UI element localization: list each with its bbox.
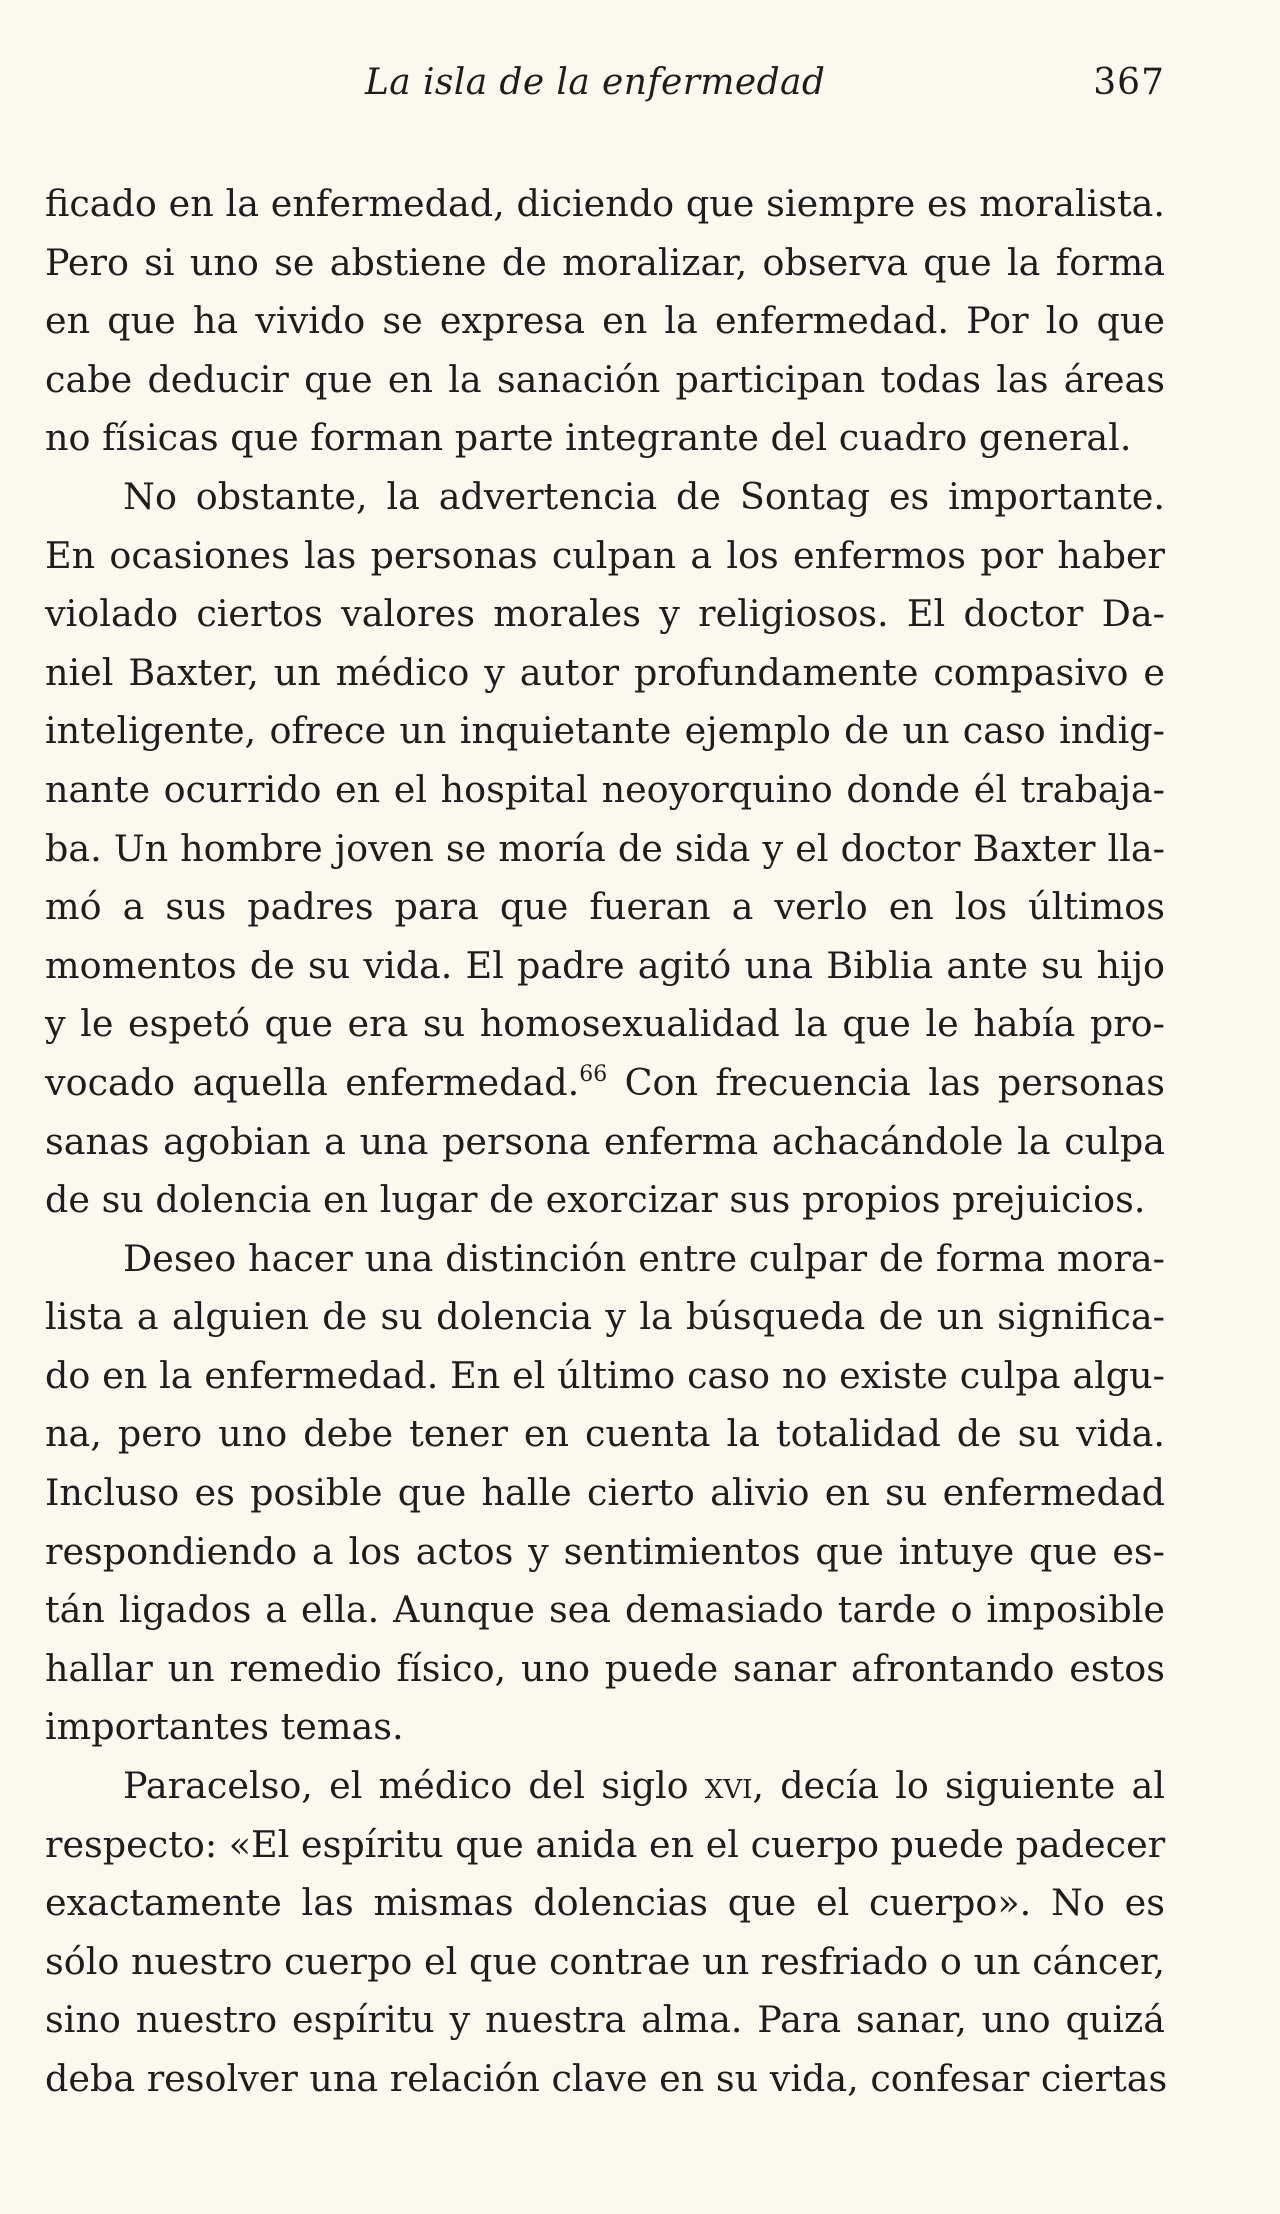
text-line: Deseo hacer una distinción entre culpar de forma mora-: [123, 1236, 1165, 1280]
body-text: [45, 175, 1168, 2109]
text-line: na, pero uno debe tener en cuenta la totalidad de su vida.: [45, 1412, 1165, 1456]
text-line: y le espetó que era su homosexualidad la que le había pro-: [45, 1002, 1165, 1046]
text-line: tán ligados a ella. Aunque sea demasiado tarde o imposible: [45, 1588, 1165, 1632]
page-number: 367: [1093, 62, 1165, 103]
text-line: respecto: «El espíritu que anida en el cuerpo puede padecer: [45, 1822, 1166, 1866]
text-line: lista a alguien de su dolencia y la búsqueda de un significa-: [45, 1295, 1165, 1339]
century-numeral: xvi: [704, 1764, 753, 1808]
text-line: sólo nuestro cuerpo el que contrae un resfriado o un cáncer,: [45, 1939, 1165, 1983]
text-line: sanas agobian a una persona enferma achacándole la culpa: [45, 1119, 1165, 1163]
text-line-with-century: [45, 1757, 1165, 1816]
text-line: Incluso es posible que halle cierto alivio en su enfermedad: [45, 1471, 1165, 1515]
text-fragment: vocado aquella enfermedad.: [45, 1060, 580, 1104]
text-line: En ocasiones las personas culpan a los enfermos por haber: [45, 533, 1165, 577]
text-line: inteligente, ofrece un inquietante ejemplo de un caso indig-: [45, 709, 1165, 753]
text-line: mó a sus padres para que fueran a verlo en los últimos: [45, 885, 1165, 929]
text-line: violado ciertos valores morales y religiosos. El doctor Da-: [45, 592, 1165, 636]
text-line: deba resolver una relación clave en su vida, confesar ciertas: [45, 2057, 1168, 2100]
text-line: exactamente las mismas dolencias que el cuerpo». No es: [45, 1881, 1165, 1925]
text-line: cabe deducir que en la sanación participan todas las áreas: [45, 357, 1165, 401]
running-header: [365, 62, 1165, 112]
text-line: hallar un remedio físico, uno puede sanar afrontando estos: [45, 1646, 1165, 1690]
text-line-with-footnote: [45, 1054, 1165, 1113]
text-line: nante ocurrido en el hospital neoyorquino donde él trabaja-: [45, 767, 1165, 811]
text-line: momentos de su vida. El padre agitó una Biblia ante su hijo: [45, 943, 1165, 987]
text-fragment: Con frecuencia las personas: [607, 1060, 1165, 1104]
text-line: de su dolencia en lugar de exorcizar sus propios prejuicios.: [45, 1178, 1146, 1222]
text-line: do en la enfermedad. En el último caso no existe culpa algu-: [45, 1353, 1165, 1397]
text-line: respondiendo a los actos y sentimientos que intuye que es-: [45, 1529, 1165, 1573]
text-fragment: , decía lo siguiente al: [752, 1764, 1165, 1808]
text-line: ficado en la enfermedad, diciendo que siempre es moralista.: [45, 182, 1165, 225]
text-line: importantes temas.: [45, 1705, 404, 1749]
text-line: No obstante, la advertencia de Sontag es importante.: [123, 474, 1165, 518]
text-line: niel Baxter, un médico y autor profundamente compasivo e: [45, 650, 1165, 694]
text-line: sino nuestro espíritu y nuestra alma. Para sanar, uno quizá: [45, 1998, 1165, 2042]
running-title: La isla de la enfermedad: [365, 62, 826, 103]
footnote-reference: 66: [579, 1061, 608, 1087]
text-fragment: Paracelso, el médico del siglo: [123, 1764, 705, 1808]
text-line: ba. Un hombre joven se moría de sida y el doctor Baxter lla-: [45, 826, 1165, 870]
text-line: no físicas que forman parte integrante del cuadro general.: [45, 416, 1132, 460]
text-line: Pero si uno se abstiene de moralizar, observa que la forma: [45, 240, 1165, 284]
text-line: en que ha vivido se expresa en la enfermedad. Por lo que: [45, 299, 1165, 343]
